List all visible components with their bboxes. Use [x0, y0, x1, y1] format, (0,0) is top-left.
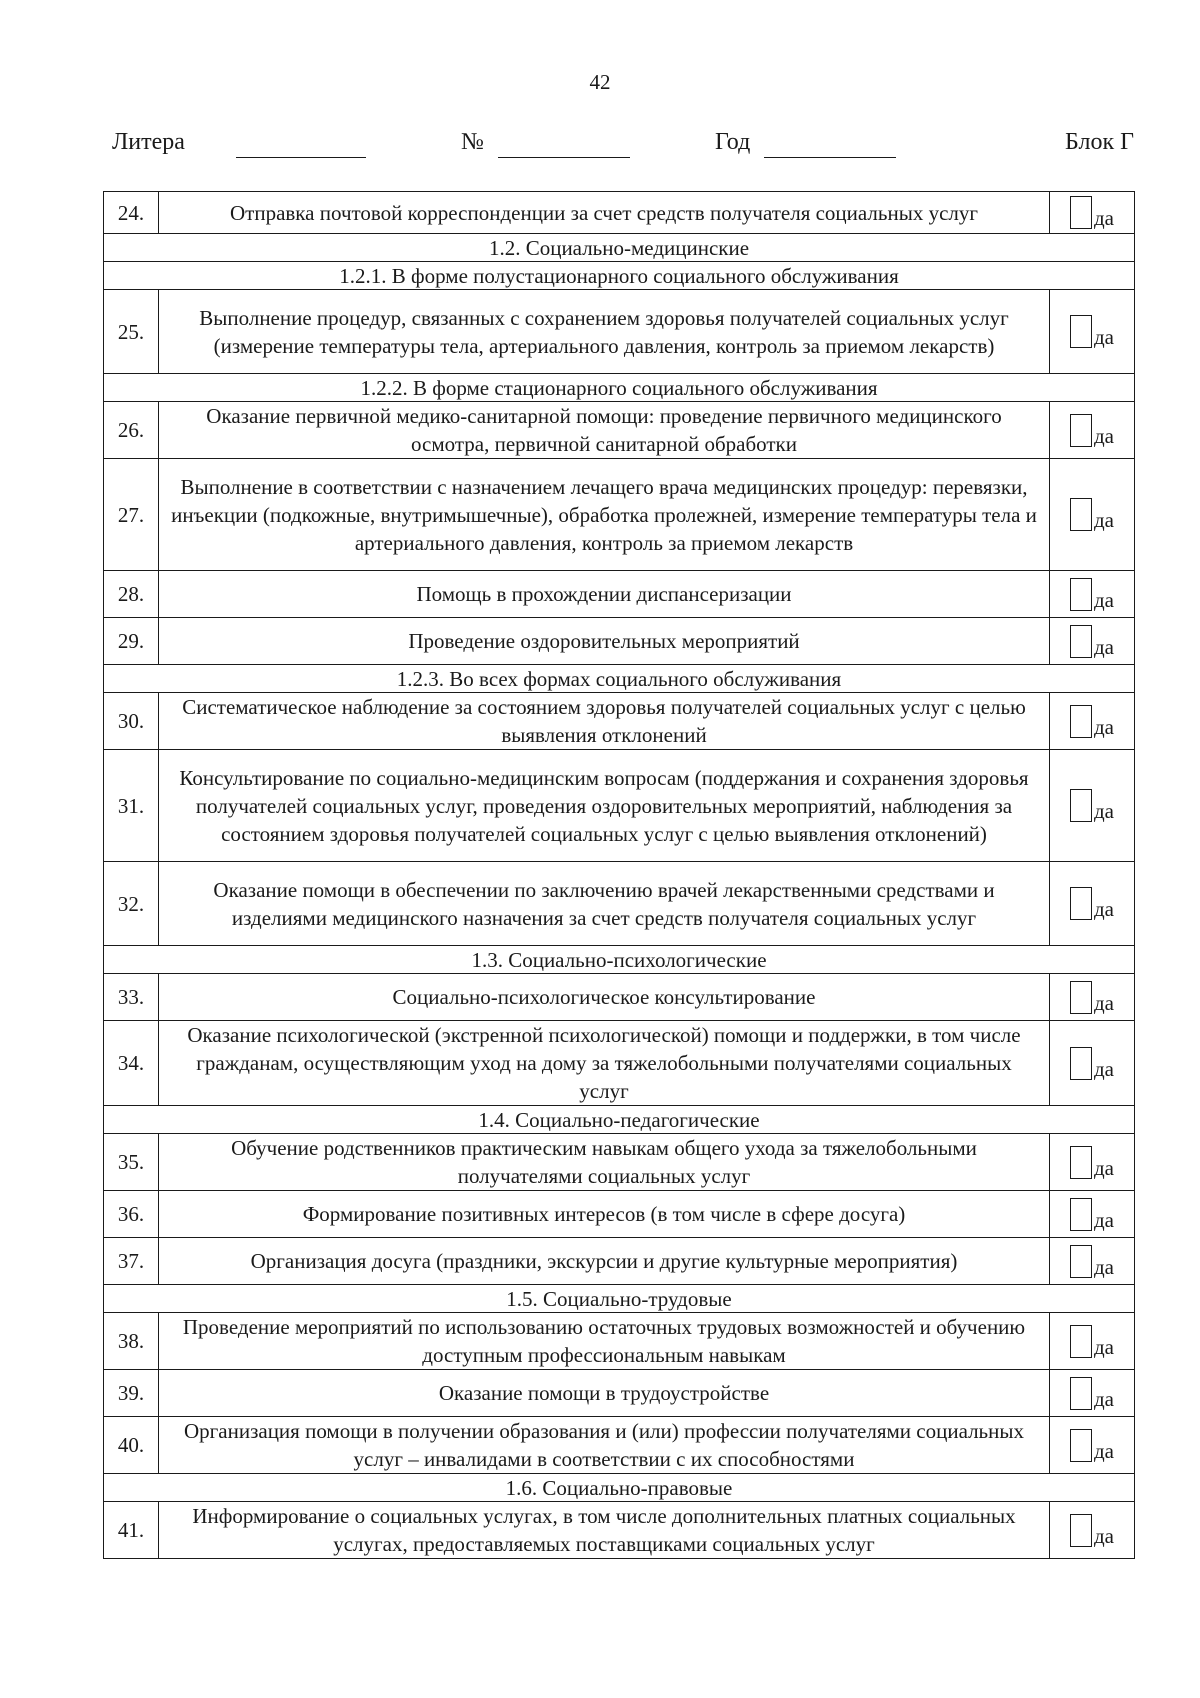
yes-checkbox-label: да: [1093, 1438, 1114, 1463]
service-row: [104, 1370, 1135, 1417]
section-title: 1.6. Социально-правовые: [104, 1474, 1135, 1502]
yes-checkbox-label: да: [1093, 587, 1114, 612]
form-header: [112, 125, 1134, 165]
yes-checkbox-cell: [1050, 862, 1135, 946]
service-row: [104, 750, 1135, 862]
yes-checkbox-label: да: [1093, 1254, 1114, 1279]
litera-field[interactable]: [236, 157, 366, 158]
yes-checkbox-cell: [1050, 1134, 1135, 1191]
section-title: 1.3. Социально-психологические: [104, 946, 1135, 974]
yes-checkbox[interactable]: [1070, 498, 1092, 531]
section-title: 1.2. Социально-медицинские: [104, 234, 1135, 262]
service-description: Проведение мероприятий по использованию остаточных трудовых возможностей и обучению доступным профессиональным навыкам: [159, 1313, 1050, 1370]
yes-checkbox-cell: [1050, 402, 1135, 459]
page-number: 42: [589, 70, 611, 94]
service-description: Оказание помощи в обеспечении по заключению врачей лекарственными средствами и изделиями медицинского назначения за счет средств получателя социальных услуг: [159, 862, 1050, 946]
service-number: 36.: [104, 1191, 159, 1238]
yes-checkbox-cell: [1050, 1021, 1135, 1106]
service-row: [104, 192, 1135, 234]
service-number: 35.: [104, 1134, 159, 1191]
yes-checkbox-cell: [1050, 1191, 1135, 1238]
yes-checkbox[interactable]: [1070, 315, 1092, 348]
service-description: Социально-психологическое консультирование: [159, 974, 1050, 1021]
service-row: [104, 1313, 1135, 1370]
service-number: 28.: [104, 571, 159, 618]
yes-checkbox-label: да: [1093, 325, 1114, 349]
section-row: [104, 665, 1135, 693]
section-row: [104, 262, 1135, 290]
service-description: Выполнение процедур, связанных с сохранением здоровья получателей социальных услуг (измерение температуры тела, артериального давления, контроль за приемом лекарств): [159, 290, 1050, 374]
section-row: [104, 946, 1135, 974]
yes-checkbox[interactable]: [1070, 1198, 1092, 1231]
service-row: [104, 1191, 1135, 1238]
yes-checkbox[interactable]: [1070, 1429, 1092, 1462]
yes-checkbox[interactable]: [1070, 981, 1092, 1014]
service-row: [104, 618, 1135, 665]
yes-checkbox[interactable]: [1070, 887, 1092, 920]
section-title: 1.2.3. Во всех формах социального обслуживания: [104, 665, 1135, 693]
yes-checkbox-cell: [1050, 693, 1135, 750]
services-table-body: [104, 192, 1135, 1559]
service-row: [104, 1238, 1135, 1285]
yes-checkbox[interactable]: [1070, 1377, 1092, 1410]
yes-checkbox-label: да: [1093, 206, 1114, 230]
service-number: 34.: [104, 1021, 159, 1106]
section-row: [104, 1474, 1135, 1502]
service-row: [104, 1417, 1135, 1474]
yes-checkbox-cell: [1050, 1502, 1135, 1559]
number-label: №: [461, 129, 484, 155]
yes-checkbox-label: да: [1093, 1207, 1114, 1232]
service-description: Оказание психологической (экстренной психологической) помощи и поддержки, в том числе гражданам, осуществляющим уход на дому за тяжелобольными получателями социальных услуг: [159, 1021, 1050, 1106]
yes-checkbox-label: да: [1093, 897, 1114, 921]
yes-checkbox[interactable]: [1070, 1047, 1092, 1080]
yes-checkbox-cell: [1050, 192, 1135, 234]
section-row: [104, 234, 1135, 262]
service-row: [104, 290, 1135, 374]
service-row: [104, 402, 1135, 459]
yes-checkbox[interactable]: [1070, 1245, 1092, 1278]
service-description: Организация досуга (праздники, экскурсии и другие культурные мероприятия): [159, 1238, 1050, 1285]
block-label: Блок Г: [1065, 129, 1134, 155]
section-row: [104, 1285, 1135, 1313]
service-description: Проведение оздоровительных мероприятий: [159, 618, 1050, 665]
yes-checkbox-cell: [1050, 1313, 1135, 1370]
yes-checkbox-cell: [1050, 974, 1135, 1021]
yes-checkbox-label: да: [1093, 799, 1114, 823]
yes-checkbox-cell: [1050, 1238, 1135, 1285]
section-title: 1.4. Социально-педагогические: [104, 1106, 1135, 1134]
yes-checkbox[interactable]: [1070, 789, 1092, 822]
service-description: Формирование позитивных интересов (в том числе в сфере досуга): [159, 1191, 1050, 1238]
yes-checkbox-cell: [1050, 1417, 1135, 1474]
yes-checkbox-label: да: [1093, 634, 1114, 659]
service-number: 32.: [104, 862, 159, 946]
number-field[interactable]: [498, 157, 630, 158]
yes-checkbox-cell: [1050, 571, 1135, 618]
service-description: Обучение родственников практическим навыкам общего ухода за тяжелобольными получателями социальных услуг: [159, 1134, 1050, 1191]
service-number: 30.: [104, 693, 159, 750]
service-number: 38.: [104, 1313, 159, 1370]
yes-checkbox-label: да: [1093, 508, 1114, 532]
yes-checkbox-cell: [1050, 1370, 1135, 1417]
service-row: [104, 1134, 1135, 1191]
section-row: [104, 374, 1135, 402]
yes-checkbox[interactable]: [1070, 625, 1092, 658]
yes-checkbox[interactable]: [1070, 414, 1092, 447]
yes-checkbox[interactable]: [1070, 1514, 1092, 1547]
service-description: Информирование о социальных услугах, в том числе дополнительных платных социальных услугах, предоставляемых поставщиками социальных услуг: [159, 1502, 1050, 1559]
service-description: Систематическое наблюдение за состоянием здоровья получателей социальных услуг с целью выявления отклонений: [159, 693, 1050, 750]
service-description: Оказание первичной медико-санитарной помощи: проведение первичного медицинского осмотра, первичной санитарной обработки: [159, 402, 1050, 459]
service-number: 37.: [104, 1238, 159, 1285]
yes-checkbox-label: да: [1093, 1523, 1114, 1548]
service-description: Помощь в прохождении диспансеризации: [159, 571, 1050, 618]
yes-checkbox-label: да: [1093, 1155, 1114, 1180]
service-number: 31.: [104, 750, 159, 862]
year-field[interactable]: [764, 157, 896, 158]
service-description: Выполнение в соответствии с назначением лечащего врача медицинских процедур: перевязки, инъекции (подкожные, внутримышечные), обработка пролежней, измерение температуры тела и артериального давления, контроль за приемом лекарств: [159, 459, 1050, 571]
service-row: [104, 1502, 1135, 1559]
yes-checkbox-label: да: [1093, 990, 1114, 1015]
service-description: Отправка почтовой корреспонденции за счет средств получателя социальных услуг: [159, 192, 1050, 234]
service-description: Организация помощи в получении образования и (или) профессии получателями социальных услуг – инвалидами в соответствии с их способностями: [159, 1417, 1050, 1474]
service-row: [104, 571, 1135, 618]
service-number: 40.: [104, 1417, 159, 1474]
service-number: 41.: [104, 1502, 159, 1559]
service-number: 27.: [104, 459, 159, 571]
service-number: 33.: [104, 974, 159, 1021]
service-number: 26.: [104, 402, 159, 459]
yes-checkbox-cell: [1050, 750, 1135, 862]
section-title: 1.2.1. В форме полустационарного социального обслуживания: [104, 262, 1135, 290]
yes-checkbox-cell: [1050, 459, 1135, 571]
yes-checkbox[interactable]: [1070, 705, 1092, 738]
service-description: Консультирование по социально-медицинским вопросам (поддержания и сохранения здоровья получателей социальных услуг, проведения оздоровительных мероприятий, наблюдения за состоянием здоровья получателей социальных услуг с целью выявления отклонений): [159, 750, 1050, 862]
service-number: 25.: [104, 290, 159, 374]
yes-checkbox-label: да: [1093, 423, 1114, 448]
service-description: Оказание помощи в трудоустройстве: [159, 1370, 1050, 1417]
service-number: 29.: [104, 618, 159, 665]
yes-checkbox[interactable]: [1070, 578, 1092, 611]
yes-checkbox[interactable]: [1070, 1325, 1092, 1358]
section-title: 1.5. Социально-трудовые: [104, 1285, 1135, 1313]
services-table: [103, 191, 1135, 1559]
service-number: 24.: [104, 192, 159, 234]
service-number: 39.: [104, 1370, 159, 1417]
yes-checkbox-cell: [1050, 618, 1135, 665]
yes-checkbox-label: да: [1093, 714, 1114, 739]
yes-checkbox[interactable]: [1070, 1146, 1092, 1179]
section-title: 1.2.2. В форме стационарного социального обслуживания: [104, 374, 1135, 402]
yes-checkbox-cell: [1050, 290, 1135, 374]
yes-checkbox-label: да: [1093, 1056, 1114, 1081]
litera-label: Литера: [112, 129, 185, 155]
service-row: [104, 862, 1135, 946]
service-row: [104, 974, 1135, 1021]
year-label: Год: [715, 129, 751, 155]
service-row: [104, 459, 1135, 571]
service-row: [104, 1021, 1135, 1106]
yes-checkbox[interactable]: [1070, 196, 1092, 229]
yes-checkbox-label: да: [1093, 1386, 1114, 1411]
yes-checkbox-label: да: [1093, 1334, 1114, 1359]
section-row: [104, 1106, 1135, 1134]
service-row: [104, 693, 1135, 750]
